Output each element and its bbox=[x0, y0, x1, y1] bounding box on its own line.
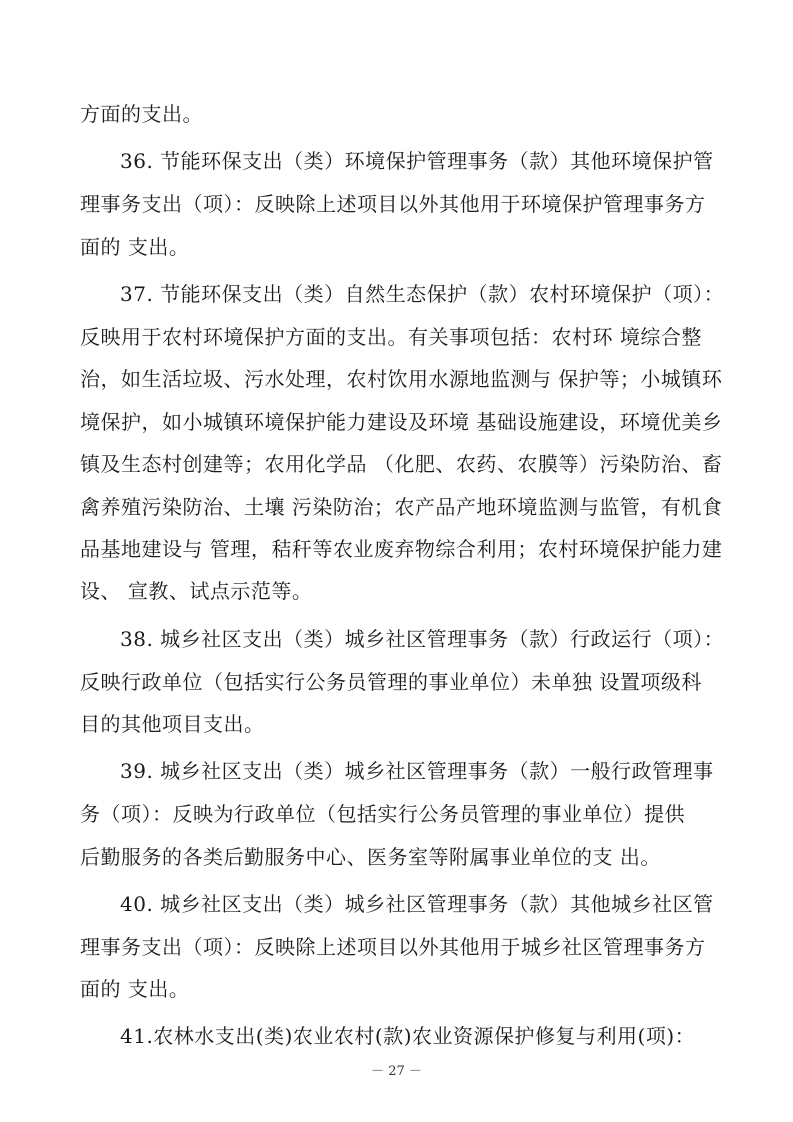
text-line: 面的 支出。 bbox=[80, 235, 190, 259]
text-line: 理事务支出（项）：反映除上述项目以外其他用于环境保护管理事务方 bbox=[80, 192, 706, 216]
text-line: 禽养殖污染防治、土壤 污染防治；农产品产地环境监测与监管，有机食 bbox=[80, 495, 723, 519]
paragraph-37-line-1: 37. 节能环保支出（类）自然生态保护（款）农村环境保护（项）： bbox=[120, 282, 725, 306]
text-line: 治，如生活垃圾、污水处理，农村饮用水源地监测与 保护等；小城镇环 bbox=[80, 367, 723, 391]
paragraph-36-line-1: 36. 节能环保支出（类）环境保护管理事务（款）其他环境保护管 bbox=[120, 149, 714, 173]
text-line: 镇及生态村创建等；农用化学品 （化肥、农药、农膜等）污染防治、畜 bbox=[80, 452, 723, 476]
paragraph-38-line-1: 38. 城乡社区支出（类）城乡社区管理事务（款）行政运行（项）： bbox=[120, 627, 725, 651]
text-line: 反映用于农村环境保护方面的支出。有关事项包括：农村环 境综合整 bbox=[80, 325, 702, 349]
text-line: 目的其他项目支出。 bbox=[80, 712, 265, 736]
text-line: 理事务支出（项）：反映除上述项目以外其他用于城乡社区管理事务方 bbox=[80, 935, 706, 959]
text-line: 务（项）：反映为行政单位（包括实行公务员管理的事业单位）提供 bbox=[80, 802, 685, 826]
page-number: － 27 － bbox=[371, 1064, 422, 1079]
paragraph-40-line-1: 40. 城乡社区支出（类）城乡社区管理事务（款）其他城乡社区管 bbox=[120, 892, 714, 916]
paragraph-41-line-1: 41.农林水支出(类)农业农村(款)农业资源保护修复与利用(项)： bbox=[120, 1024, 696, 1048]
text-line: 后勤服务的各类后勤服务中心、医务室等附属事业单位的支 出。 bbox=[80, 845, 661, 869]
text-line: 品基地建设与 管理，秸秆等农业废弃物综合利用；农村环境保护能力建 bbox=[80, 537, 723, 561]
text-line: 面的 支出。 bbox=[80, 977, 190, 1001]
text-line: 境保护，如小城镇环境保护能力建设及环境 基础设施建设，环境优美乡 bbox=[80, 410, 723, 434]
text-line: 反映行政单位（包括实行公务员管理的事业单位）未单独 设置项级科 bbox=[80, 670, 702, 694]
paragraph-39-line-1: 39. 城乡社区支出（类）城乡社区管理事务（款）一般行政管理事 bbox=[120, 759, 714, 783]
text-line: 方面的支出。 bbox=[80, 102, 203, 126]
text-line: 设、 宣教、试点示范等。 bbox=[80, 579, 313, 603]
